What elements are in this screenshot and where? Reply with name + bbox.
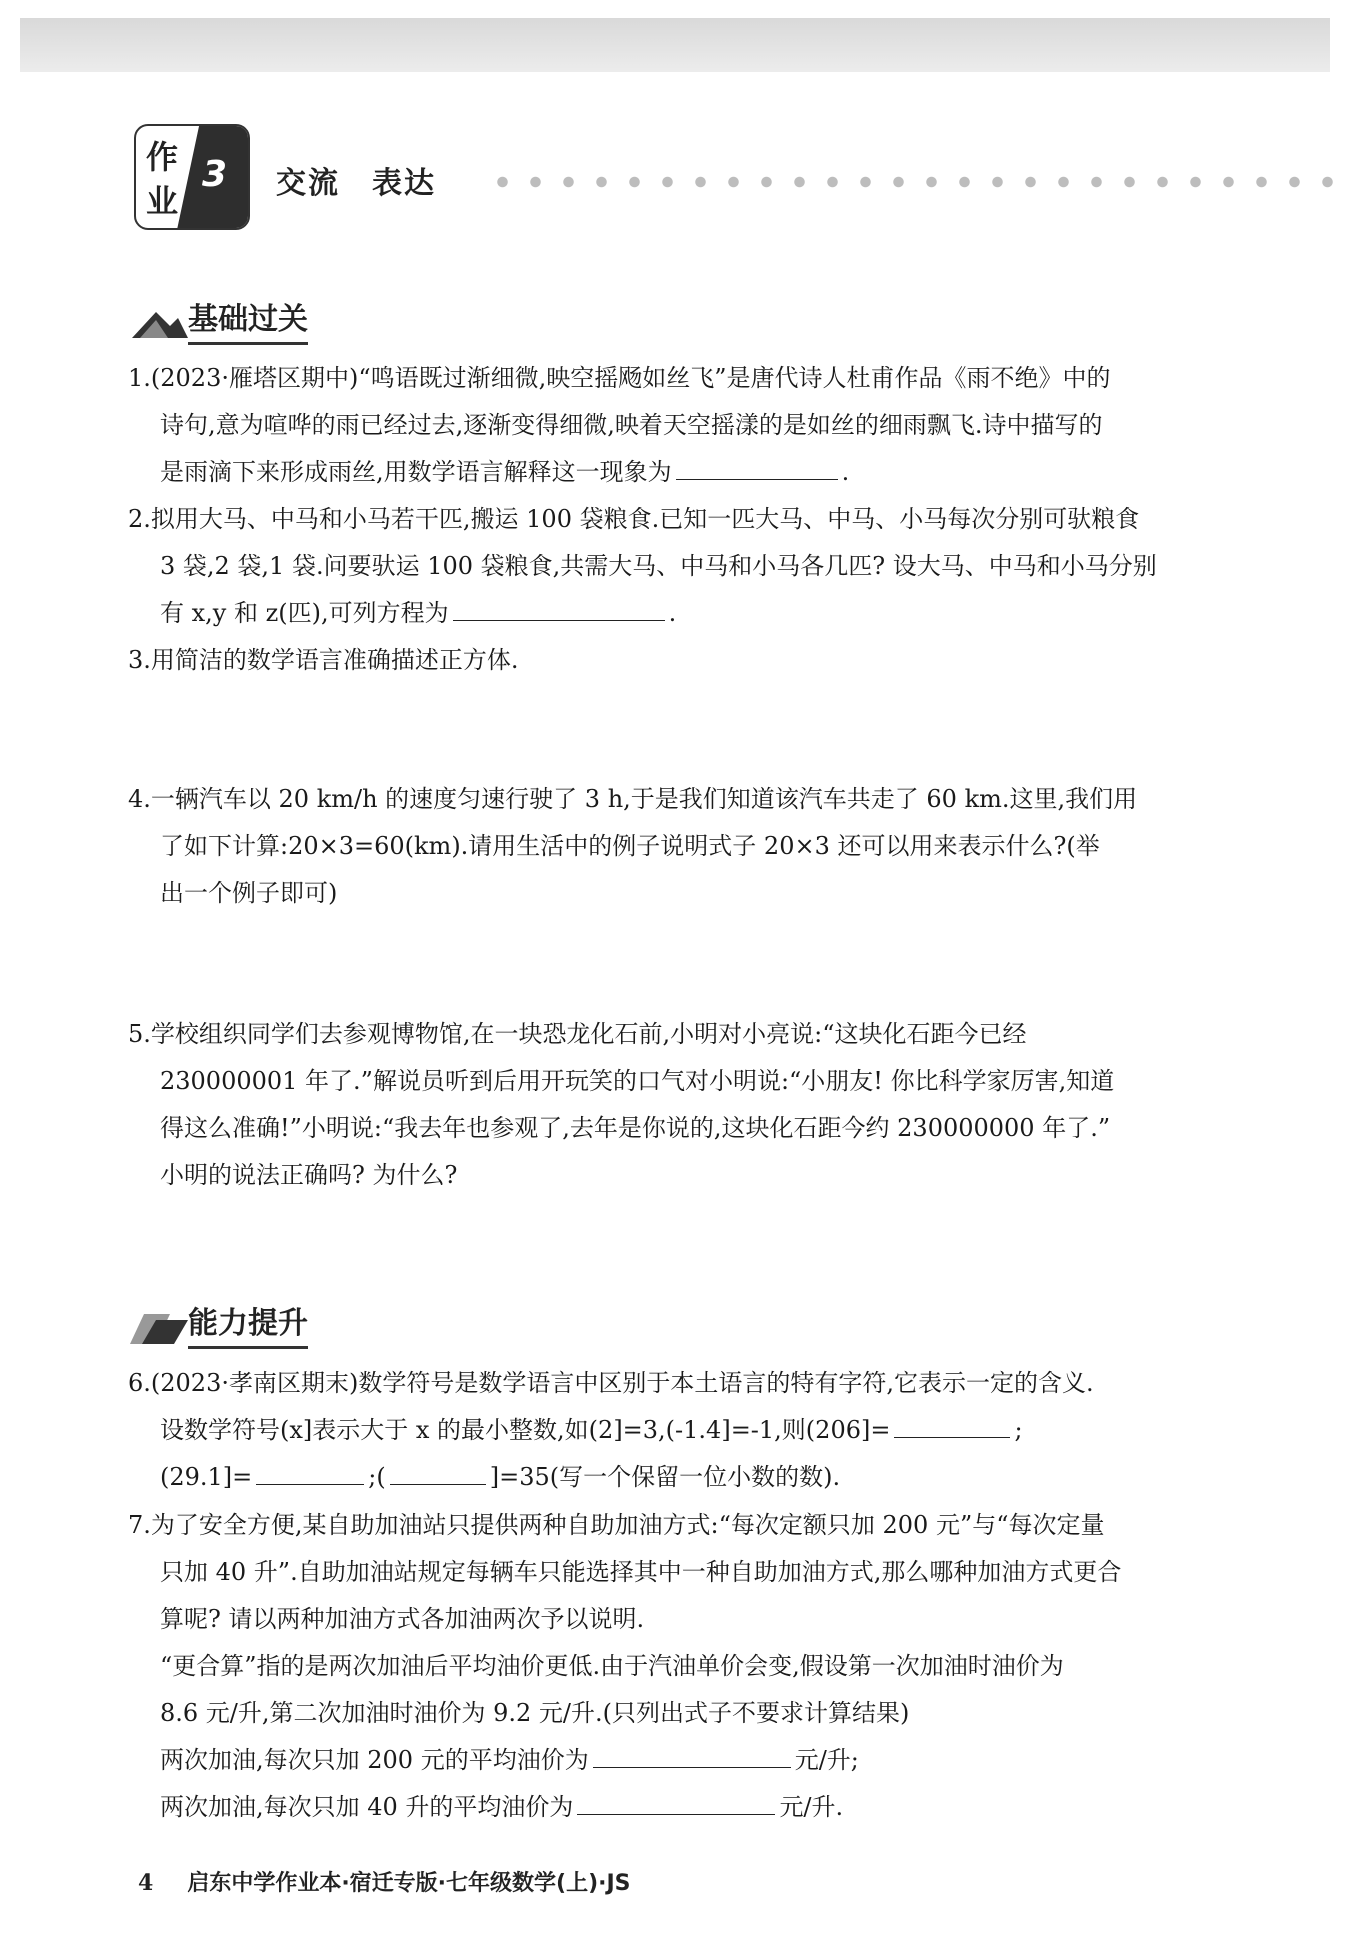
q7-line-4: “更合算”指的是两次加油后平均油价更低.由于汽油单价会变,假设第一次加油时油价为 — [160, 1652, 1064, 1680]
book-title: 启东中学作业本·宿迁专版·七年级数学(上)·JS — [187, 1871, 631, 1896]
q3-line-1: 3.用简洁的数学语言准确描述正方体. — [128, 646, 519, 674]
q7-line-6 — [128, 1737, 1278, 1784]
q6-line-2 — [128, 1407, 1278, 1454]
badge-char-bottom: 业 — [146, 182, 179, 220]
q2-answer-blank[interactable] — [453, 590, 665, 621]
q5-line-4: 小明的说法正确吗? 为什么? — [160, 1161, 458, 1189]
q6-line-1: 6.(2023·孝南区期末)数学符号是数学语言中区别于本土语言的特有字符,它表示一定的含义. — [128, 1369, 1094, 1397]
section-title-basic: 基础过关 — [188, 294, 308, 345]
q7-line-6-end: 元/升; — [794, 1746, 859, 1774]
q6-line-2-end: ; — [1014, 1416, 1023, 1444]
q1-line-1: 1.(2023·雁塔区期中)“鸣语既过渐细微,映空摇飏如丝飞”是唐代诗人杜甫作品《雨不绝》中的 — [128, 364, 1111, 392]
q6-line-3-text: (29.1]= — [160, 1463, 253, 1491]
q7-answer-blank-1[interactable] — [593, 1737, 791, 1768]
question-4 — [128, 776, 1278, 917]
mountain-icon — [130, 306, 188, 340]
question-3 — [128, 637, 1278, 684]
badge-char-top: 作 — [146, 138, 179, 176]
q2-line-3-text: 有 x,y 和 z(匹),可列方程为 — [160, 599, 449, 627]
q6-line-3 — [128, 1454, 1278, 1501]
q6-line-3-mid: ;( — [368, 1463, 386, 1491]
q1-answer-blank[interactable] — [676, 449, 838, 480]
question-1 — [128, 355, 1278, 496]
q7-line-1: 7.为了安全方便,某自助加油站只提供两种自助加油方式:“每次定额只加 200 元”与“每次定量 — [128, 1511, 1105, 1539]
q7-line-6-text: 两次加油,每次只加 200 元的平均油价为 — [160, 1746, 589, 1774]
q5-line-3: 得这么准确!”小明说:“我去年也参观了,去年是你说的,这块化石距今约 230000000 年了.” — [160, 1114, 1111, 1142]
top-band — [20, 18, 1330, 72]
section-advanced — [130, 1298, 430, 1348]
q7-line-7 — [128, 1784, 1278, 1831]
question-6 — [128, 1360, 1278, 1501]
q7-line-3: 算呢? 请以两种加油方式各加油两次予以说明. — [160, 1605, 645, 1633]
q4-line-2: 了如下计算:20×3=60(km).请用生活中的例子说明式子 20×3 还可以用来表示什么?(举 — [160, 832, 1100, 860]
q2-line-1: 2.拟用大马、中马和小马若干匹,搬运 100 袋粮食.已知一匹大马、中马、小马每次分别可驮粮食 — [128, 505, 1140, 533]
section-title-advanced: 能力提升 — [188, 1298, 308, 1349]
q7-line-7-end: 元/升. — [779, 1793, 844, 1821]
q2-line-3 — [128, 590, 1278, 637]
q7-line-5: 8.6 元/升,第二次加油时油价为 9.2 元/升.(只列出式子不要求计算结果) — [160, 1699, 910, 1727]
steps-icon — [130, 1310, 188, 1344]
q7-line-7-text: 两次加油,每次只加 40 升的平均油价为 — [160, 1793, 574, 1821]
dotted-rule — [486, 176, 1336, 188]
q1-line-3-end: . — [841, 458, 850, 486]
page-footer — [138, 1866, 631, 1897]
q6-line-3-end: ]=35(写一个保留一位小数的数). — [489, 1463, 841, 1491]
q6-answer-blank-2[interactable] — [256, 1454, 364, 1485]
q6-answer-blank-1[interactable] — [894, 1407, 1010, 1438]
question-5 — [128, 1011, 1278, 1199]
page-title: 交流 表达 — [276, 166, 436, 201]
question-7 — [128, 1502, 1278, 1831]
q4-line-1: 4.一辆汽车以 20 km/h 的速度匀速行驶了 3 h,于是我们知道该汽车共走了 60 km.这里,我们用 — [128, 785, 1138, 813]
q6-line-2-text: 设数学符号(x]表示大于 x 的最小整数,如(2]=3,(-1.4]=-1,则(206]= — [160, 1416, 891, 1444]
badge-number: 3 — [202, 154, 228, 195]
q7-line-2: 只加 40 升”.自助加油站规定每辆车只能选择其中一种自助加油方式,那么哪种加油方式更合 — [160, 1558, 1122, 1586]
question-2 — [128, 496, 1278, 637]
q1-line-3-text: 是雨滴下来形成雨丝,用数学语言解释这一现象为 — [160, 458, 672, 486]
q2-line-2: 3 袋,2 袋,1 袋.问要驮运 100 袋粮食,共需大马、中马和小马各几匹? 设大马、中马和小马分别 — [160, 552, 1157, 580]
assignment-badge — [134, 124, 250, 230]
assignment-header — [134, 124, 1334, 234]
page-number: 4 — [138, 1870, 154, 1896]
q4-line-3: 出一个例子即可) — [160, 879, 338, 907]
q6-answer-blank-3[interactable] — [390, 1454, 486, 1485]
q1-line-2: 诗句,意为喧哗的雨已经过去,逐渐变得细微,映着天空摇漾的是如丝的细雨飘飞.诗中描写的 — [160, 411, 1103, 439]
q2-line-3-end: . — [668, 599, 677, 627]
q5-line-1: 5.学校组织同学们去参观博物馆,在一块恐龙化石前,小明对小亮说:“这块化石距今已经 — [128, 1020, 1027, 1048]
q7-answer-blank-2[interactable] — [577, 1784, 775, 1815]
q5-line-2: 230000001 年了.”解说员听到后用开玩笑的口气对小明说:“小朋友! 你比科学家厉害,知道 — [160, 1067, 1115, 1095]
section-basic — [130, 294, 430, 344]
q1-line-3 — [128, 449, 1278, 496]
